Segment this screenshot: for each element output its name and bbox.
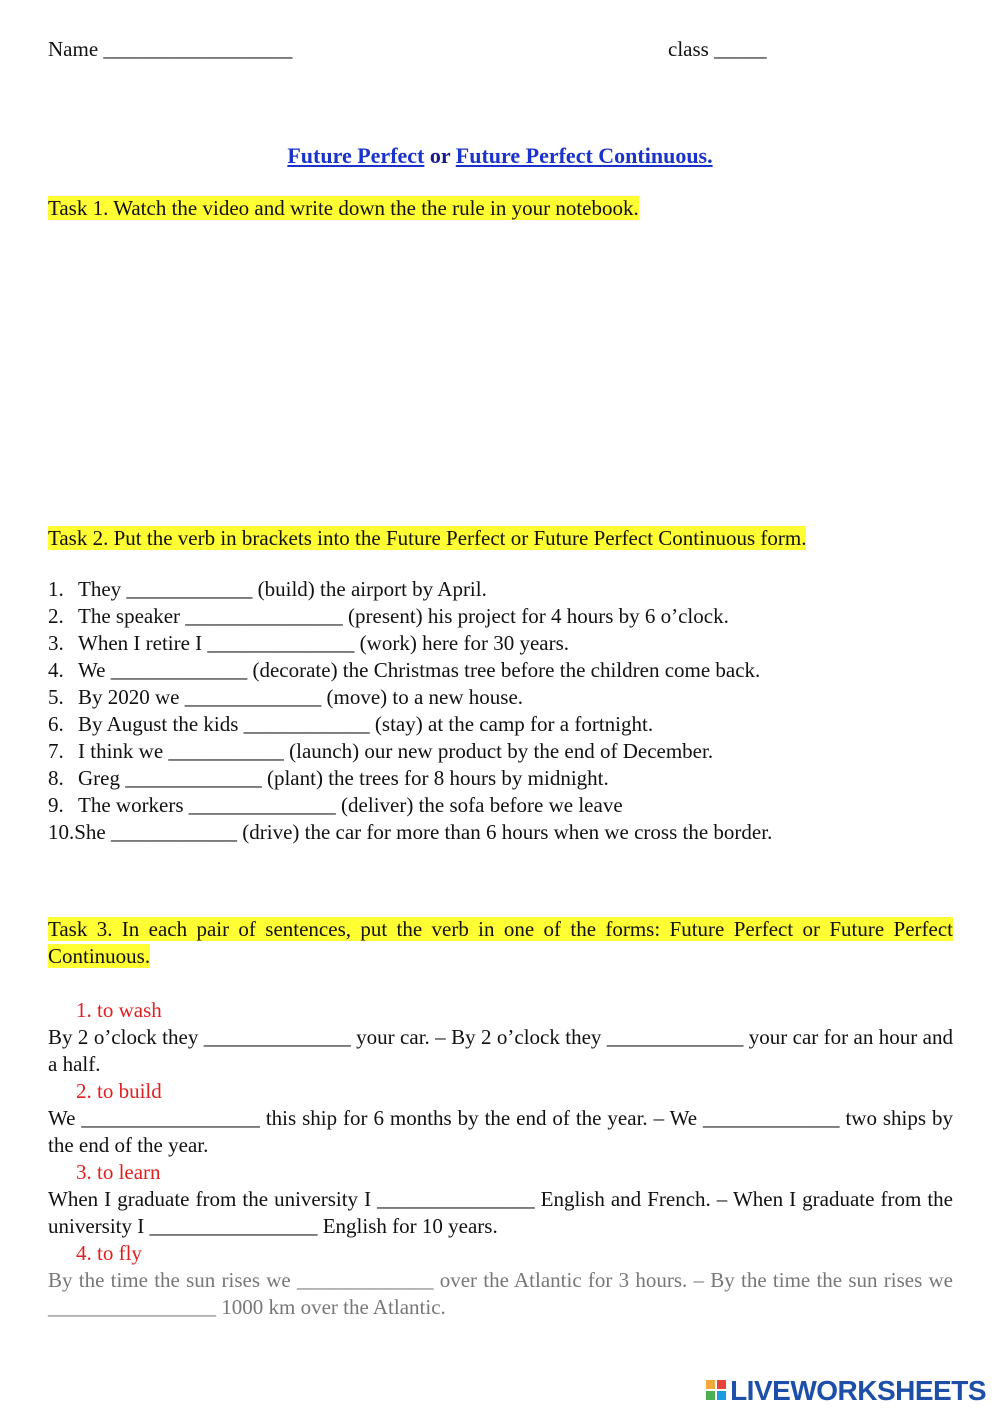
- verb-number: 2.: [76, 1079, 92, 1103]
- list-item: [48, 603, 772, 630]
- verb-text: to wash: [97, 998, 162, 1022]
- task3-verb-1: [76, 997, 162, 1024]
- verb-number: 3.: [76, 1160, 92, 1184]
- list-item: [48, 819, 772, 846]
- verb-text: to fly: [97, 1241, 142, 1265]
- task3-instruction: [48, 916, 953, 970]
- item-number: 7.: [48, 739, 64, 763]
- task3-verb-4: [76, 1240, 142, 1267]
- task3-verb-3: [76, 1159, 161, 1186]
- page-title: [0, 142, 1000, 169]
- title-link-future-perfect-continuous[interactable]: Future Perfect Continuous.: [455, 143, 713, 168]
- task1-instruction: [48, 195, 639, 222]
- item-text: Greg _____________ (plant) the trees for 8 hours by midnight.: [78, 766, 609, 790]
- item-number: 10.: [48, 820, 75, 844]
- item-number: 3.: [48, 631, 64, 655]
- item-number: 9.: [48, 793, 64, 817]
- list-item: [48, 738, 772, 765]
- item-number: 4.: [48, 658, 64, 682]
- task3-sentence-1: By 2 o’clock they ______________ your car. – By 2 o’clock they _____________ your car for an hour and a half.: [48, 1025, 953, 1076]
- item-text: By August the kids ____________ (stay) at the camp for a fortnight.: [78, 712, 654, 736]
- list-item: [48, 684, 772, 711]
- list-item: [48, 630, 772, 657]
- item-number: 1.: [48, 577, 64, 601]
- task3-text: Task 3. In each pair of sentences, put the verb in one of the forms: Future Perfect or Future Perfect Continuous.: [48, 917, 953, 968]
- item-text: When I retire I ______________ (work) here for 30 years.: [78, 631, 569, 655]
- logo-text: LIVEWORKSHEETS: [730, 1374, 986, 1406]
- item-text: They ____________ (build) the airport by April.: [78, 577, 487, 601]
- verb-text: to build: [97, 1079, 162, 1103]
- list-item: [48, 792, 772, 819]
- verb-text: to learn: [97, 1160, 161, 1184]
- liveworksheets-logo[interactable]: [706, 1374, 986, 1406]
- task3-verb-2: [76, 1078, 162, 1105]
- list-item: [48, 765, 772, 792]
- item-text: She ____________ (drive) the car for more than 6 hours when we cross the border.: [74, 820, 773, 844]
- task1-text: Task 1. Watch the video and write down the the rule in your notebook.: [48, 196, 639, 220]
- item-text: By 2020 we _____________ (move) to a new house.: [78, 685, 524, 709]
- logo-blocks-icon: [706, 1380, 726, 1400]
- item-number: 8.: [48, 766, 64, 790]
- item-text: We _____________ (decorate) the Christmas tree before the children come back.: [78, 658, 761, 682]
- task2-list: [48, 576, 772, 846]
- item-number: 6.: [48, 712, 64, 736]
- task3-sentence-4: By the time the sun rises we _____________ over the Atlantic for 3 hours. – By the time the sun rises we ________________ 1000 km over the Atlantic.: [48, 1268, 953, 1319]
- task2-text: Task 2. Put the verb in brackets into the Future Perfect or Future Perfect Continuous form.: [48, 526, 807, 550]
- verb-number: 4.: [76, 1241, 92, 1265]
- class-field-label: class _____: [668, 37, 767, 61]
- list-item: [48, 657, 772, 684]
- task3-sentence-2: We _________________ this ship for 6 months by the end of the year. – We _____________ two ships by the end of the year.: [48, 1106, 953, 1157]
- item-text: I think we ___________ (launch) our new product by the end of December.: [78, 739, 714, 763]
- task3-sentence-3: When I graduate from the university I _______________ English and French. – When I graduate from the university I ________________ English for 10 years.: [48, 1187, 953, 1238]
- list-item: [48, 576, 772, 603]
- item-number: 2.: [48, 604, 64, 628]
- list-item: [48, 711, 772, 738]
- verb-number: 1.: [76, 998, 92, 1022]
- item-number: 5.: [48, 685, 64, 709]
- title-joiner: or: [424, 143, 456, 168]
- item-text: The workers ______________ (deliver) the sofa before we leave: [78, 793, 623, 817]
- task2-instruction: [48, 525, 806, 552]
- item-text: The speaker _______________ (present) his project for 4 hours by 6 o’clock.: [78, 604, 729, 628]
- name-field-label: Name __________________: [48, 37, 293, 61]
- title-link-future-perfect[interactable]: Future Perfect: [287, 143, 425, 168]
